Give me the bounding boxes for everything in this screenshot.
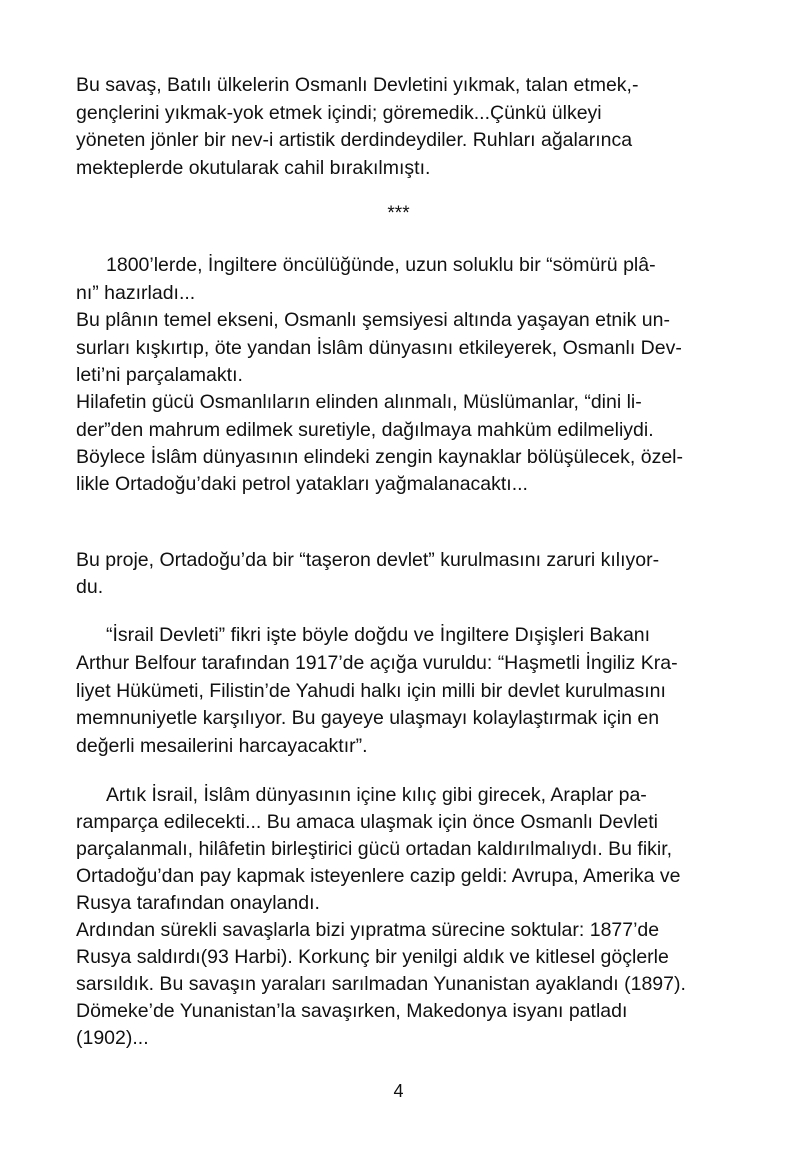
text-line: Ortadoğu’dan pay kapmak isteyenlere cazip geldi: Avrupa, Amerika ve bbox=[76, 865, 681, 887]
text-line: değerli mesailerini harcayacaktır”. bbox=[76, 735, 368, 757]
text-line: Artık İsrail, İslâm dünyasının içine kılıç gibi girecek, Araplar pa- bbox=[106, 784, 647, 806]
text-line: Arthur Belfour tarafından 1917’de açığa vuruldu: “Haşmetli İngiliz Kra- bbox=[76, 652, 678, 674]
text-line: Rusya tarafından onaylandı. bbox=[76, 892, 320, 914]
text-line: Bu proje, Ortadoğu’da bir “taşeron devlet” kurulmasını zaruri kılıyor- bbox=[76, 549, 660, 571]
text-line: yöneten jönler bir nev-i artistik derdindeydiler. Ruhları ağalarınca bbox=[76, 129, 633, 151]
text-line: “İsrail Devleti” fikri işte böyle doğdu ve İngiltere Dışişleri Bakanı bbox=[106, 624, 651, 646]
text-line: Ardından sürekli savaşlarla bizi yıpratma sürecine soktular: 1877’de bbox=[76, 919, 660, 941]
section-separator: *** bbox=[387, 203, 410, 224]
text-line: gençlerini yıkmak-yok etmek içindi; göremedik...Çünkü ülkeyi bbox=[76, 102, 602, 124]
text-line: du. bbox=[76, 576, 104, 598]
text-line: Bu savaş, Batılı ülkelerin Osmanlı Devletini yıkmak, talan etmek,- bbox=[76, 74, 639, 96]
text-line: (1902)... bbox=[76, 1027, 149, 1049]
text-line: nı” hazırladı... bbox=[76, 282, 196, 304]
text-line: der”den mahrum edilmek suretiyle, dağılmaya mahküm edilmeliydi. bbox=[76, 419, 654, 441]
text-line: Dömeke’de Yunanistan’la savaşırken, Makedonya isyanı patladı bbox=[76, 1000, 628, 1022]
text-line: Hilafetin gücü Osmanlıların elinden alınmalı, Müslümanlar, “dini li- bbox=[76, 391, 642, 413]
text-line: ramparça edilecekti... Bu amaca ulaşmak için önce Osmanlı Devleti bbox=[76, 811, 658, 833]
text-line: leti’ni parçalamaktı. bbox=[76, 364, 243, 386]
page-number: 4 bbox=[393, 1081, 404, 1101]
text-line: parçalanmalı, hilâfetin birleştirici gücü ortadan kaldırılmalıydı. Bu fikir, bbox=[76, 838, 673, 860]
text-line: Böylece İslâm dünyasının elindeki zengin kaynaklar bölüşülecek, özel- bbox=[76, 446, 684, 468]
text-line: 1800’lerde, İngiltere öncülüğünde, uzun soluklu bir “sömürü plâ- bbox=[106, 254, 656, 276]
text-line: likle Ortadoğu’daki petrol yatakları yağmalanacaktı... bbox=[76, 473, 528, 495]
text-line: sarsıldık. Bu savaşın yaraları sarılmadan Yunanistan ayaklandı (1897). bbox=[76, 973, 686, 995]
text-line: liyet Hükümeti, Filistin’de Yahudi halkı için milli bir devlet kurulmasını bbox=[76, 680, 666, 702]
text-line: surları kışkırtıp, öte yandan İslâm dünyasını etkileyerek, Osmanlı Dev- bbox=[76, 337, 682, 359]
text-line: Bu plânın temel ekseni, Osmanlı şemsiyesi altında yaşayan etnik un- bbox=[76, 309, 670, 331]
text-line: memnuniyetle karşılıyor. Bu gayeye ulaşmayı kolaylaştırmak için en bbox=[76, 707, 660, 729]
text-line: mekteplerde okutularak cahil bırakılmıştı. bbox=[76, 157, 431, 179]
text-line: Rusya saldırdı(93 Harbi). Korkunç bir yenilgi aldık ve kitlesel göçlerle bbox=[76, 946, 669, 968]
